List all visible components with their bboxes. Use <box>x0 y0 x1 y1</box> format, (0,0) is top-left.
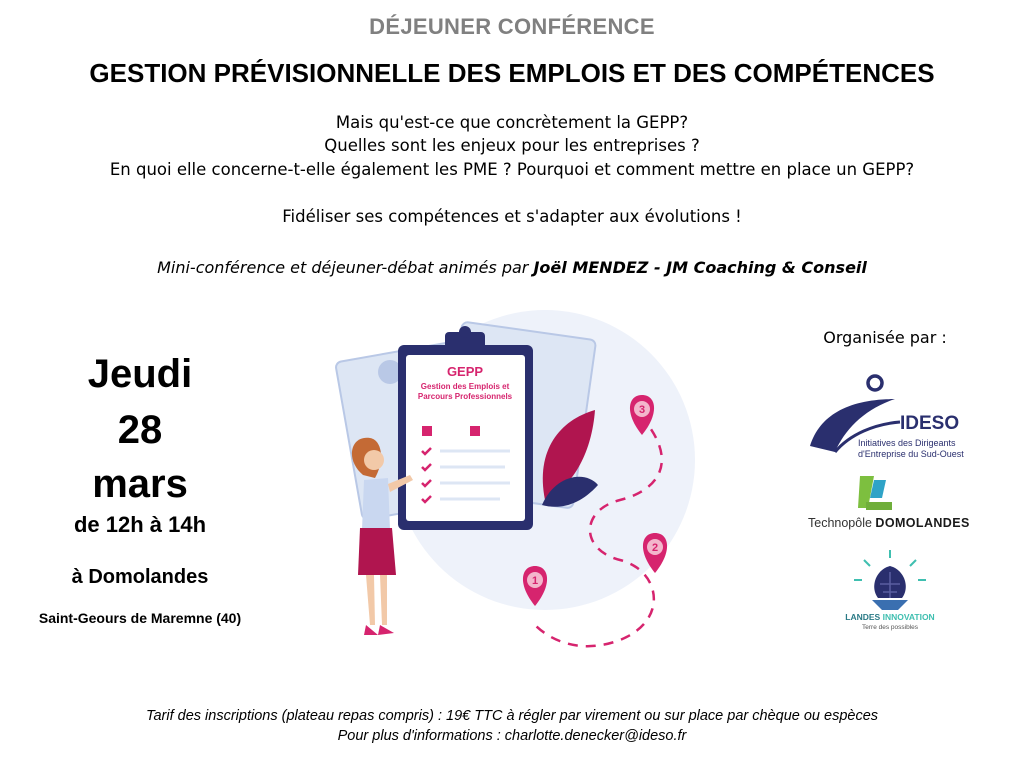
clipboard-subtitle-1: Gestion des Emplois et <box>420 382 510 391</box>
event-type-kicker: DÉJEUNER CONFÉRENCE <box>369 14 655 39</box>
technopole-label <box>808 516 978 530</box>
event-town: Saint-Geours de Maremne (40) <box>38 610 242 626</box>
landes-innovation-tagline: Terre des possibles <box>862 624 918 631</box>
intro-question-1: Mais qu'est-ce que concrètement la GEPP? <box>335 113 689 132</box>
technopole-prefix: Technopôle <box>808 516 876 530</box>
organizers-label: Organisée par : <box>823 328 947 347</box>
pricing-note: Tarif des inscriptions (plateau repas compris) : 19€ TTC à régler par virement ou sur place par chèque ou espèces <box>145 708 879 724</box>
page-title: GESTION PRÉVISIONNELLE DES EMPLOIS ET DES COMPÉTENCES <box>89 58 935 88</box>
tagline: Fidéliser ses compétences et s'adapter aux évolutions ! <box>282 207 742 226</box>
landes-innovation-name <box>835 612 945 622</box>
intro-question-2: Quelles sont les enjeux pour les entreprises ? <box>324 136 700 155</box>
gepp-illustration <box>330 300 710 660</box>
clipboard <box>398 326 533 530</box>
ideso-subtitle-2: d'Entreprise du Sud-Ouest <box>858 449 964 459</box>
technopole-logo-icon <box>856 474 896 514</box>
clipboard-title: GEPP <box>446 364 484 379</box>
event-hours: de 12h à 14h <box>73 512 207 537</box>
ideso-subtitle-1: Initiatives des Dirigeants <box>858 438 956 448</box>
landes-innovation-logo-icon <box>850 548 930 612</box>
event-location: à Domolandes <box>71 566 209 588</box>
intro-question-3: En quoi elle concerne-t-elle également les PME ? Pourquoi et comment mettre en place un GEPP? <box>109 160 915 179</box>
event-month: mars <box>92 462 188 506</box>
speaker-line <box>0 258 1024 277</box>
technopole-name: DOMOLANDES <box>875 516 970 530</box>
contact-note: Pour plus d'informations : charlotte.denecker@ideso.fr <box>337 728 687 744</box>
map-pin-2-label: 2 <box>651 542 659 554</box>
speaker-prefix: Mini-conférence et déjeuner-débat animés par <box>157 258 534 277</box>
ideso-name: IDESO <box>900 413 960 434</box>
clipboard-subtitle-2: Parcours Professionnels <box>417 392 513 401</box>
event-date: 28 <box>117 408 163 452</box>
landes-name-part1: LANDES <box>845 612 881 622</box>
map-pin-1-label: 1 <box>531 575 539 587</box>
landes-name-part2: INNOVATION <box>880 612 935 622</box>
event-day: Jeudi <box>87 352 193 396</box>
speaker-name: Joël MENDEZ - JM Coaching & Conseil <box>533 258 867 277</box>
map-pin-3-label: 3 <box>638 404 646 416</box>
